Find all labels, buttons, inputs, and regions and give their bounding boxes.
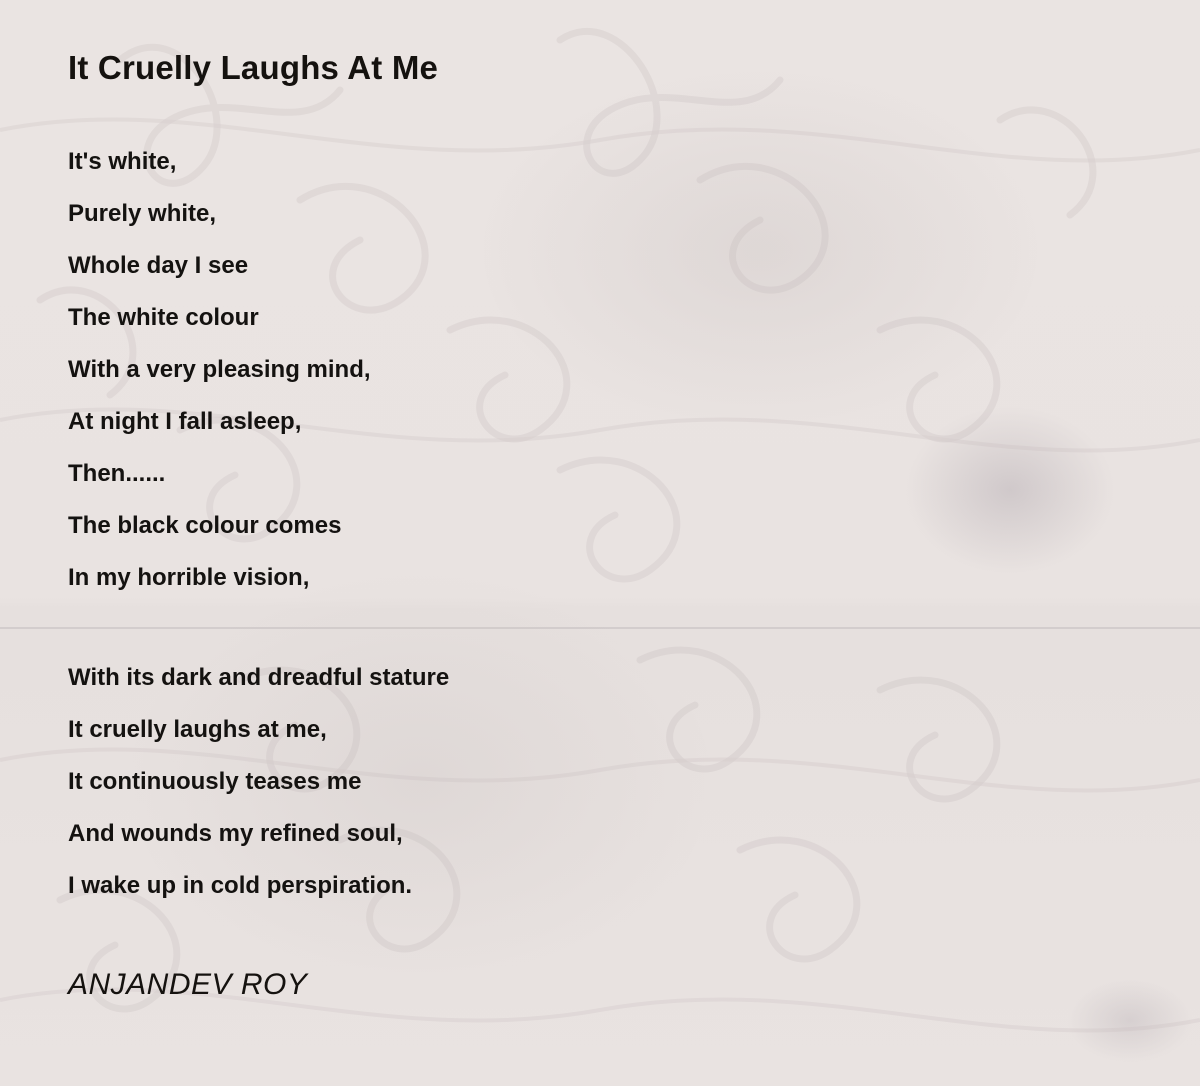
- stanza-1: [68, 136, 1140, 604]
- poem-line: It cruelly laughs at me,: [68, 715, 327, 743]
- poem-line: With a very pleasing mind,: [68, 355, 371, 383]
- poem-line: It's white,: [68, 147, 177, 175]
- poem-line: With its dark and dreadful stature: [68, 663, 450, 691]
- poem-line: I wake up in cold perspiration.: [68, 871, 413, 899]
- stanza-2: [68, 652, 1140, 912]
- poem-line: It continuously teases me: [68, 767, 362, 795]
- poem-line: At night I fall asleep,: [68, 407, 302, 435]
- poem-line: And wounds my refined soul,: [68, 819, 403, 847]
- page-title: It Cruelly Laughs At Me: [68, 49, 439, 86]
- poem-line: The white colour: [68, 303, 259, 331]
- poem-line: Purely white,: [68, 199, 217, 227]
- poem-line: The black colour comes: [68, 511, 342, 539]
- poem-line: In my horrible vision,: [68, 563, 310, 591]
- poem-line: Then......: [68, 459, 166, 487]
- poem-author: ANJANDEV ROY: [68, 967, 308, 1001]
- poem-line: Whole day I see: [68, 251, 249, 279]
